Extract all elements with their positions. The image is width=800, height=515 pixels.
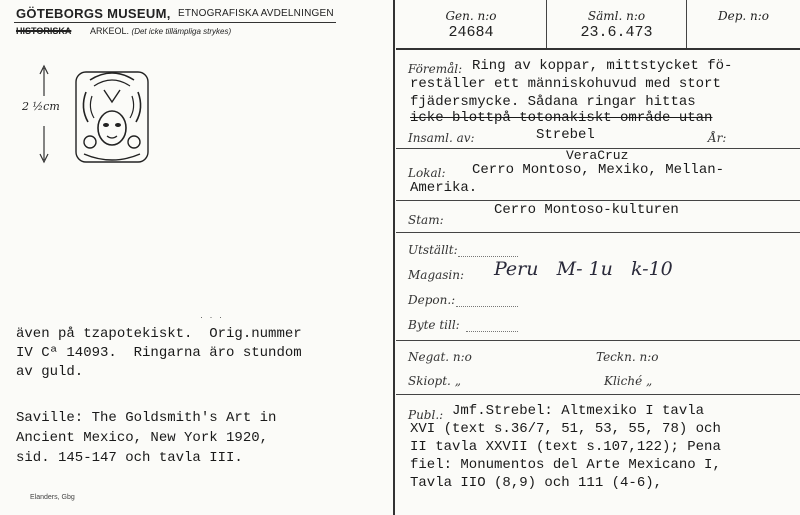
ring-sketch	[30, 62, 160, 170]
section-rule	[396, 232, 800, 233]
foremal-line-4: icke blottpå totonakiskt område utan	[410, 110, 713, 126]
header-rule	[14, 22, 336, 23]
dotted-rule	[466, 331, 518, 332]
saml-cell	[547, 0, 686, 48]
ar-label: År:	[708, 131, 727, 145]
publ-line-3: II tavla XXVII (text s.107,122); Pena	[410, 439, 721, 455]
gen-value: 24684	[448, 24, 494, 41]
skiopt-label: Skiopt. „	[408, 374, 461, 388]
dep-label: Dep. n:o	[717, 9, 770, 23]
foremal-line-3: fjädersmycke. Sådana ringar hittas	[410, 94, 696, 110]
insaml-label: Insaml. av:	[408, 131, 475, 145]
depon-label: Depon.:	[408, 293, 456, 307]
gen-label: Gen. n:o	[445, 9, 497, 23]
left-text-line-1: även på tzapotekiskt. Orig.nummer	[16, 326, 302, 342]
insaml-value: Strebel	[536, 127, 595, 143]
arkeol-label: ARKEOL.	[90, 26, 130, 36]
section-rule	[396, 200, 800, 201]
stam-label: Stam:	[408, 213, 444, 227]
arkeol-note: (Det icke tillämpliga strykes)	[131, 27, 232, 36]
utstallt-label: Utställt:	[408, 243, 458, 257]
teckn-label: Teckn. n:o	[596, 350, 659, 364]
gen-cell	[396, 0, 546, 48]
department-name: ETNOGRAFISKA AVDELNINGEN	[178, 8, 334, 19]
publ-label: Publ.:	[408, 408, 444, 422]
museum-name: GÖTEBORGS MUSEUM,	[16, 6, 171, 21]
kliche-label: Kliché „	[604, 374, 653, 388]
publ-line-5: Tavla IIO (8,9) och 111 (4-6),	[410, 475, 663, 491]
publ-line-4: fiel: Monumentos del Arte Mexicano I,	[410, 457, 721, 473]
scale-label: 2 ½cm	[22, 100, 60, 113]
publ-line-1: Jmf.Strebel: Altmexiko I tavla	[452, 403, 705, 419]
left-text-line-4: Saville: The Goldsmith's Art in	[16, 410, 277, 426]
arkeol-line	[90, 26, 231, 36]
stam-value: Cerro Montoso-kulturen	[494, 202, 679, 218]
continuation-dots: · · ·	[200, 312, 224, 322]
left-text-line-2: IV Cª 14093. Ringarna äro stundom	[16, 345, 302, 361]
section-rule	[396, 48, 800, 50]
section-rule	[396, 394, 800, 395]
foremal-line-2: reställer ett människohuvud med stort	[410, 76, 721, 92]
saml-label: Säml. n:o	[587, 9, 646, 23]
section-rule	[396, 340, 800, 341]
publ-line-2: XVI (text s.36/7, 51, 53, 55, 78) och	[410, 421, 721, 437]
magasin-value: Peru M- 1u k-10	[494, 258, 673, 280]
foremal-label: Föremål:	[408, 62, 463, 76]
saml-value: 23.6.473	[580, 24, 653, 41]
left-panel	[0, 0, 392, 515]
dep-cell	[687, 0, 800, 48]
lokal-label: Lokal:	[408, 166, 446, 180]
negat-label: Negat. n:o	[408, 350, 472, 364]
dotted-rule	[456, 306, 518, 307]
foremal-line-1: Ring av koppar, mittstycket fö-	[472, 58, 733, 74]
right-panel	[396, 0, 800, 515]
left-text-line-6: sid. 145-147 och tavla III.	[16, 450, 243, 466]
lokal-insert: VeraCruz	[566, 148, 629, 163]
byte-label: Byte till:	[408, 318, 460, 332]
left-text-line-3: av guld.	[16, 364, 84, 380]
card-divider	[393, 0, 395, 515]
magasin-label: Magasin:	[408, 268, 465, 282]
struck-department: HISTORISKA	[16, 26, 72, 36]
lokal-line-1: Cerro Montoso, Mexiko, Mellan-	[472, 162, 725, 178]
lokal-line-2: Amerika.	[410, 180, 478, 196]
left-text-line-5: Ancient Mexico, New York 1920,	[16, 430, 269, 446]
dotted-rule	[458, 256, 518, 257]
printer-imprint: Elanders, Gbg	[30, 494, 75, 501]
